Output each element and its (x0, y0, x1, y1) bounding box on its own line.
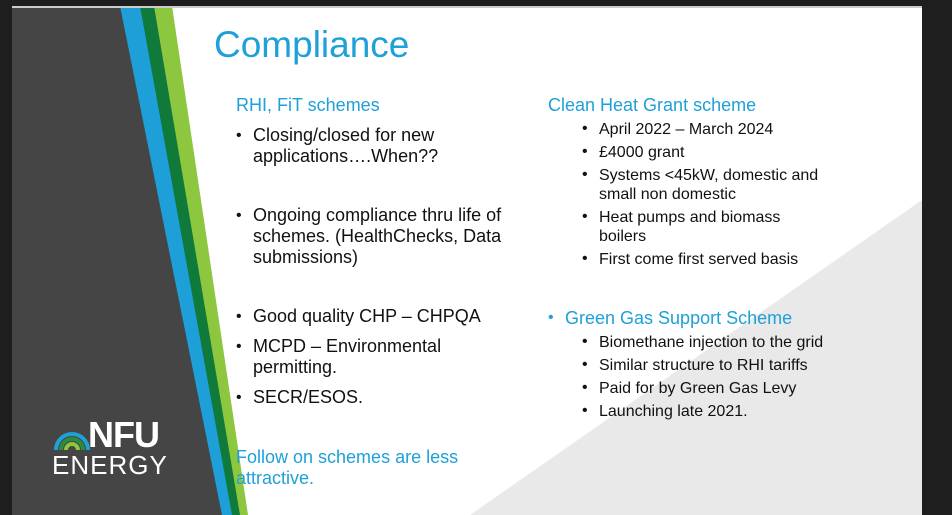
left-item-4: MCPD – Environmental permitting. (253, 336, 442, 377)
left-item-5: SECR/ESOS. (253, 387, 364, 407)
clean-heat-item-3: Systems <45kW, domestic and small non domestic (599, 167, 819, 203)
slide-title: Compliance (214, 24, 410, 65)
green-gas-item-3: Paid for by Green Gas Levy (599, 380, 797, 397)
clean-heat-item-2: £4000 grant (599, 144, 685, 161)
green-gas-item-1: Biomethane injection to the grid (599, 334, 824, 351)
left-item-3: Good quality CHP – CHPQA (253, 306, 481, 326)
slide: Compliance RHI, FiT schemes • Closing/closed for new applications….When?? • Ongoing compliance thru life of schemes. (HealthChecks, Data submissions) • Good quality CHP – CHPQA • MCPD – Environmental permitting. • SECR/ESOS. Follow on schemes are less attractive. Clean Heat Grant scheme • April 2022 – March 2024 • £4000 grant • Systems <45kW, domestic and small non domestic • Heat pumps and biomass boilers • First come first served basis • Green Gas Support Scheme • Biomethane injection to the grid • Similar structure to RHI tariffs • Paid for by Green Gas Levy • Launching late 2021. NFU ENERGY (0, 0, 952, 515)
clean-heat-item-4: Heat pumps and biomass boilers (599, 209, 781, 245)
left-item-2: Ongoing compliance thru life of schemes. (HealthChecks, Data submissions) (253, 205, 502, 267)
logo-energy-text: ENERGY (52, 450, 168, 480)
green-gas-heading: Green Gas Support Scheme (565, 308, 793, 328)
clean-heat-item-5: First come first served basis (599, 251, 799, 268)
clean-heat-heading: Clean Heat Grant scheme (548, 95, 757, 115)
green-gas-item-2: Similar structure to RHI tariffs (599, 357, 808, 374)
nfu-energy-logo (52, 414, 182, 480)
left-item-1: Closing/closed for new applications….When?? (253, 125, 439, 166)
green-gas-item-4: Launching late 2021. (599, 403, 748, 420)
clean-heat-item-1: April 2022 – March 2024 (599, 121, 774, 138)
left-heading: RHI, FiT schemes (236, 95, 380, 115)
rainbow-arc-icon (52, 418, 92, 452)
left-footer-note: Follow on schemes are less attractive. (236, 447, 459, 488)
logo-nfu-text: NFU (88, 414, 159, 455)
